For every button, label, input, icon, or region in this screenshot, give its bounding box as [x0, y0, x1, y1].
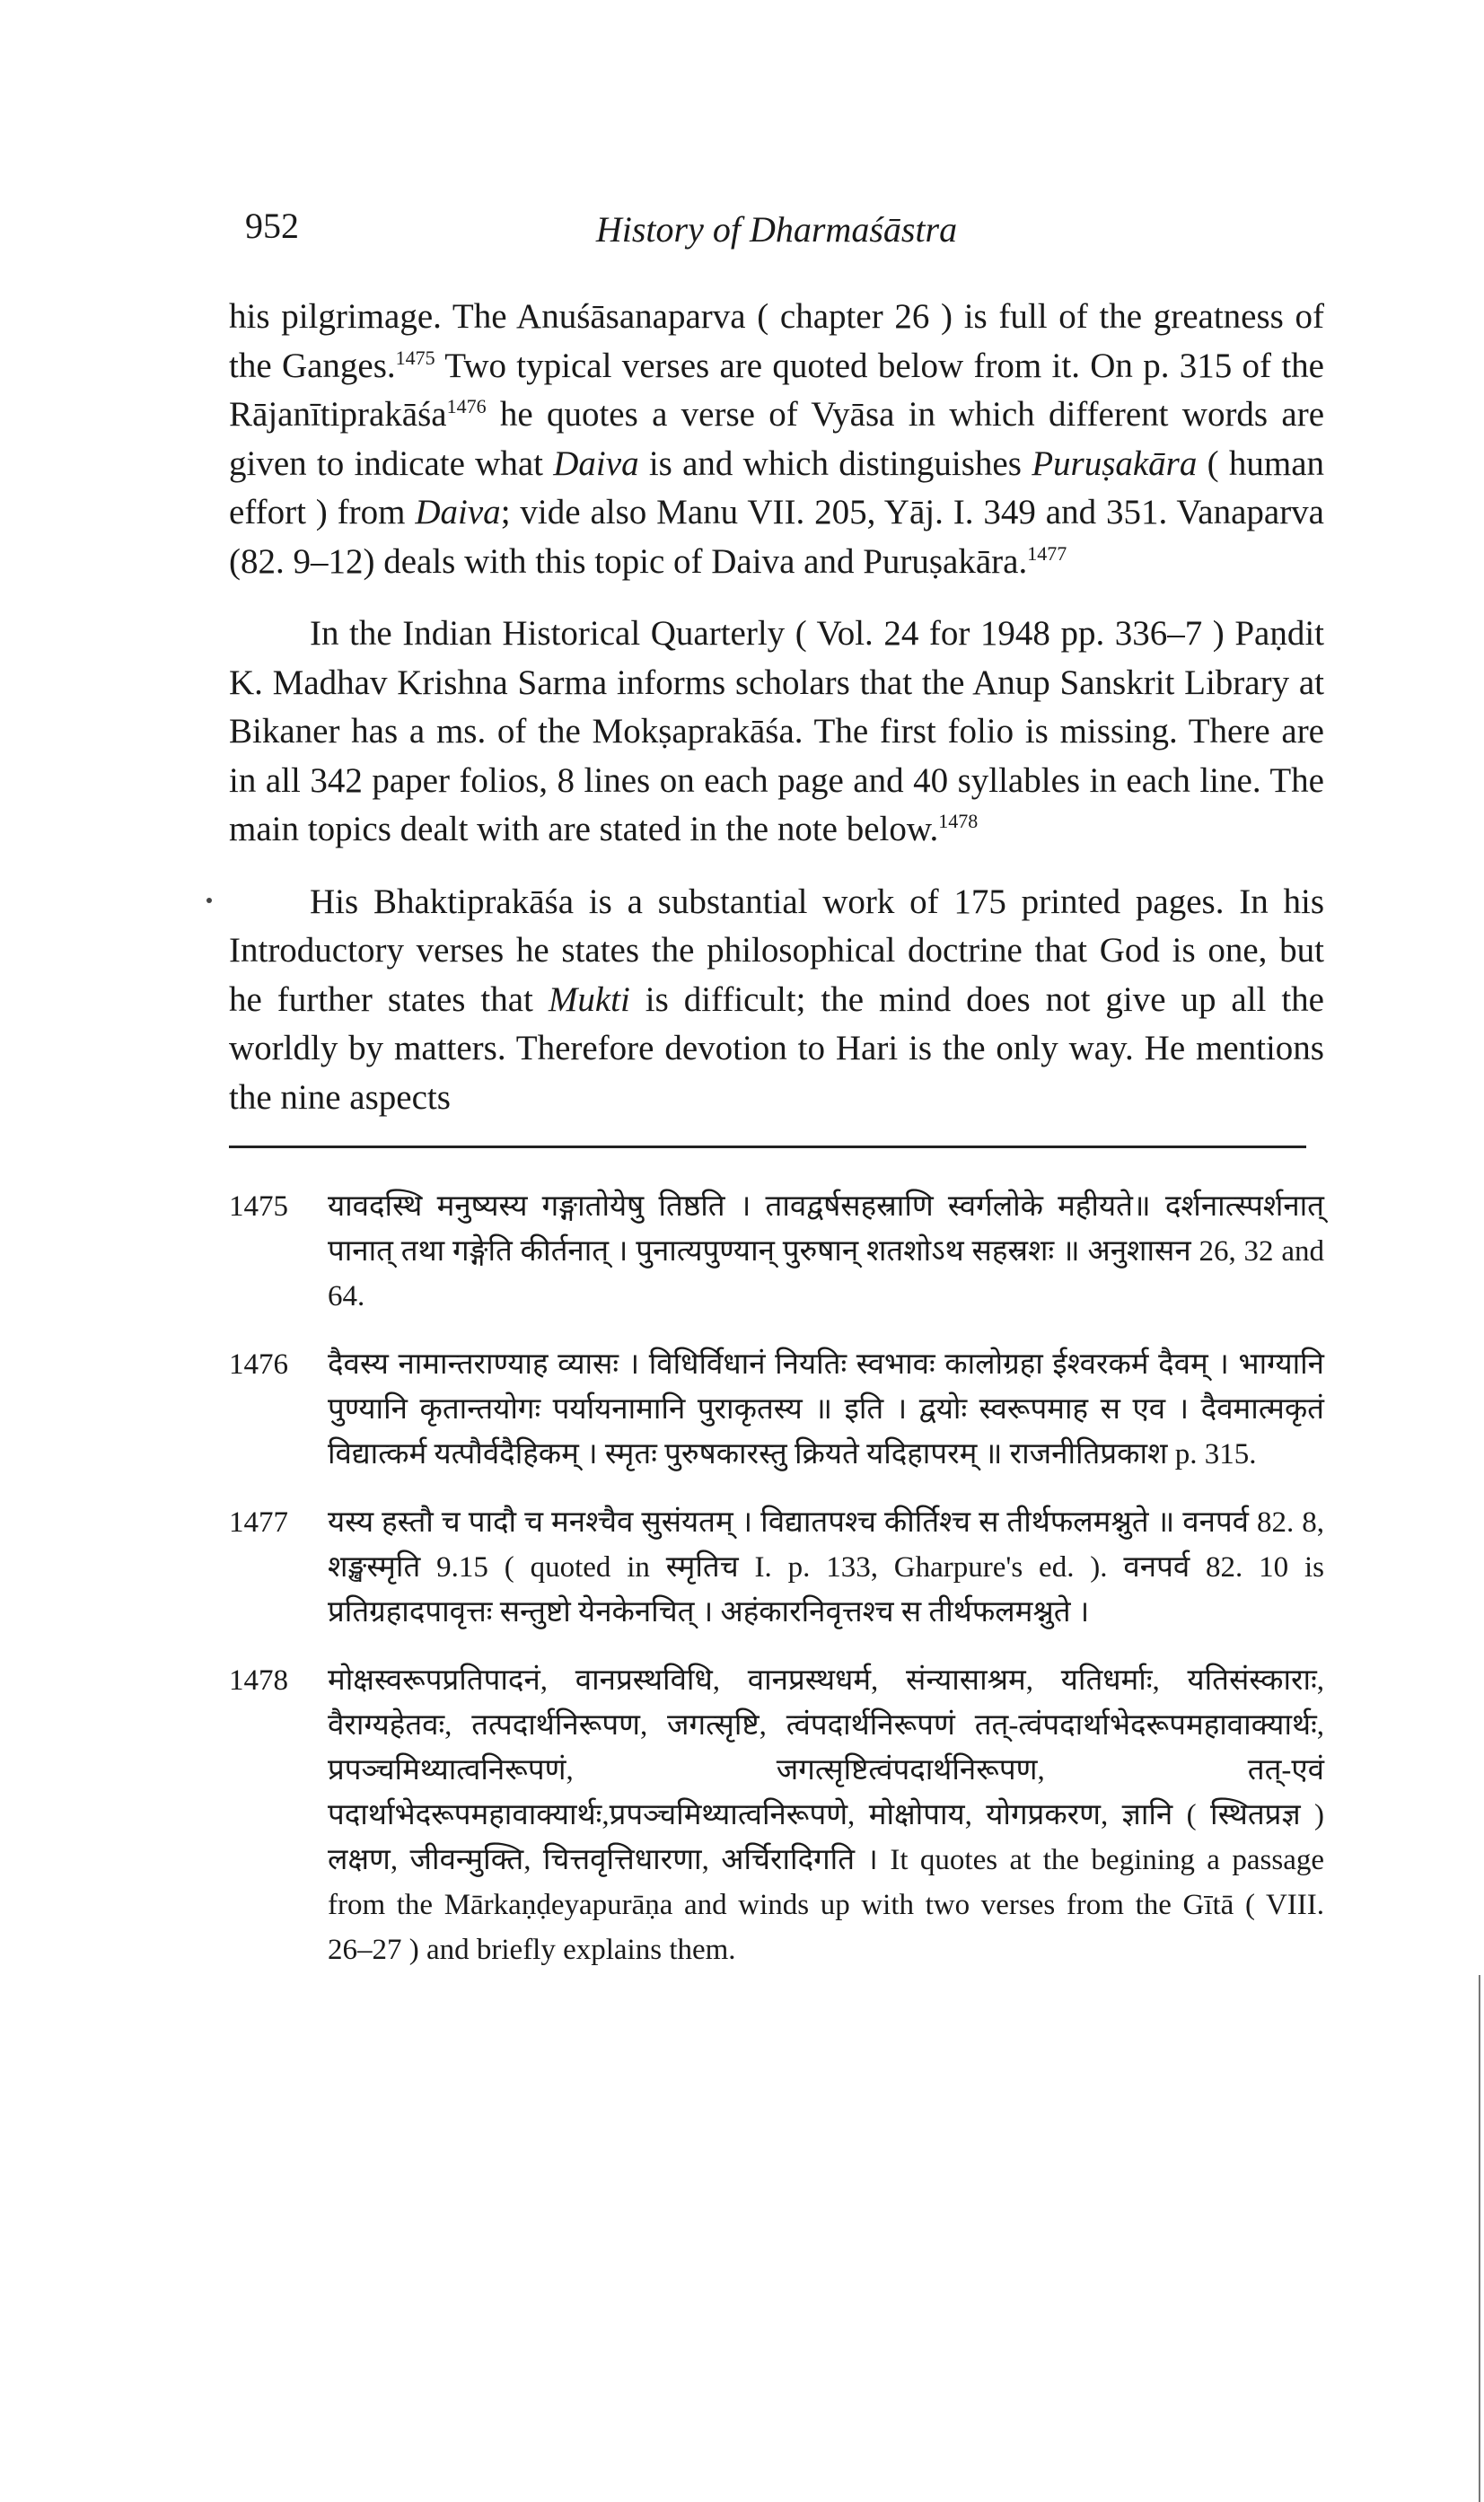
- footnote-ref: 1478: [938, 810, 979, 832]
- footnote-text: मोक्षस्वरूपप्रतिपादनं, वानप्रस्थविधि, वानप्रस्थधर्म, संन्यासाश्रम, यतिधर्माः, यतिसंस्काराः, वैराग्यहेतवः, तत्पदार्थनिरूपण, जगत्सृष्टि, त्वंपदार्थनिरूपणं तत्-त्वंपदार्थाभेदरूपमहावाक्यार्थः, प्रपञ्चमिथ्यात्वनिरूपणं, जगत्सृष्टित्वंपदार्थनिरूपण, तत्-एवं पदार्थाभेदरूपमहावाक्यार्थः,प्रपञ्चमिथ्यात्वनिरूपणे, मोक्षोपाय, योगप्रकरण, ज्ञानि ( स्थितप्रज्ञ ) लक्षण, जीवन्मुक्ति, चित्तवृत्तिधारणा, अर्चिरादिगति । It quotes at the begining a passage from the Mārkaṇḍeyapurāṇa and winds up with two verses from the Gītā ( VIII. 26–27 ) and briefly explains them.: [328, 1664, 1324, 1966]
- running-title: History of Dharmaśāstra: [595, 209, 958, 250]
- footnote: [229, 1658, 1324, 1972]
- text-run: he quotes a verse of Vyāsa in which different words are given to indicate what: [229, 395, 1324, 483]
- footnote-text: दैवस्य नामान्तराण्याह व्यासः । विधिर्विधानं नियतिः स्वभावः कालोग्रहा ईश्वरकर्म दैवम् । भाग्यानि पुण्यानि कृतान्तयोगः पर्यायनामानि पुराकृतस्य ॥ इति । द्वयोः स्वरूपमाह स एव । दैवमात्मकृतं विद्यात्कर्म यत्पौर्वदैहिकम् । स्मृतः पुरुषकारस्तु क्रियते यदिहापरम् ॥ राजनीतिप्रकाश p. 315.: [328, 1348, 1324, 1470]
- footnote: [229, 1184, 1324, 1319]
- footnote-divider: [229, 1146, 1306, 1148]
- footnote: [229, 1342, 1324, 1477]
- footnote-ref: 1475: [395, 346, 435, 369]
- page-header: [229, 205, 1324, 259]
- footnote-text: यावदस्थि मनुष्यस्य गङ्गातोयेषु तिष्ठति । तावद्वर्षसहस्राणि स्वर्गलोके महीयते॥ दर्शनात्स्पर्शनात् पानात् तथा गङ्गेति कीर्तनात् । पुनात्यपुण्यान् पुरुषान् शतशोऽथ सहस्रशः ॥ अनुशासन 26, 32 and 64.: [328, 1190, 1324, 1312]
- footnote: [229, 1500, 1324, 1635]
- footnote-text: यस्य हस्तौ च पादौ च मनश्चैव सुसंयतम् । विद्यातपश्च कीर्तिश्च स तीर्थफलमश्नुते ॥ वनपर्व 82. 8, शङ्खस्मृति 9.15 ( quoted in स्मृतिच I. p. 133, Gharpure's ed. ). वनपर्व 82. 10 is प्रतिग्रहादपावृत्तः सन्तुष्टो येनकेनचित् । अहंकारनिवृत्तश्च स तीर्थफलमश्नुते ।: [328, 1506, 1324, 1628]
- footnote-number: 1475: [229, 1190, 288, 1223]
- paragraph: [229, 878, 1324, 1123]
- text-run: His Bhaktiprakāśa is a substantial work of 175 printed pages. In his Introductory verses he states the philosophical doctrine that God is one, but he further states that: [229, 882, 1324, 1019]
- footnote-number: 1478: [229, 1664, 288, 1697]
- text-run: Two typical verses are quoted below from it. On p. 315 of the Rājanītiprakāśa: [229, 346, 1324, 434]
- text-run: his pilgrimage. The Anuśāsanaparva ( chapter 26 ) is full of the greatness of the Ganges.: [229, 297, 1324, 385]
- footnote-ref: 1476: [446, 395, 487, 417]
- paragraph: [229, 610, 1324, 855]
- text-run: ; vide also Manu VII. 205, Yāj. I. 349 and 351. Vanaparva (82. 9–12) deals with this topic of Daiva and Puruṣakāra.: [229, 493, 1324, 581]
- margin-dot: [206, 898, 212, 903]
- footnote-ref: 1477: [1027, 541, 1067, 565]
- main-text: [229, 293, 1324, 1122]
- italic-term: Mukti: [548, 979, 630, 1019]
- text-run: ( human effort ) from: [229, 443, 1325, 531]
- italic-term: Puruṣakāra: [1032, 443, 1198, 483]
- italic-term: Daiva: [553, 443, 639, 483]
- footnote-number: 1477: [229, 1506, 288, 1539]
- paragraph: [229, 293, 1324, 586]
- footnotes: [229, 1184, 1324, 1972]
- footnote-number: 1476: [229, 1348, 288, 1381]
- text-run: In the Indian Historical Quarterly ( Vol. 24 for 1948 pp. 336–7 ) Paṇdit K. Madhav Krishna Sarma informs scholars that the Anup Sanskrit Library at Bikaner has a ms. of the Mokṣaprakāśa. The first folio is missing. There are in all 342 paper folios, 8 lines on each page and 40 syllables in each line. The main topics dealt with are stated in the note below.: [229, 614, 1324, 848]
- scan-edge-line: [1479, 1975, 1480, 2502]
- page-number: 952: [245, 206, 299, 246]
- italic-term: Daiva: [415, 493, 501, 531]
- text-run: is and which distinguishes: [638, 443, 1032, 483]
- text-run: is difficult; the mind does not give up all the worldly by matters. Therefore devotion to Hari is the only way. He mentions the nine aspects: [229, 979, 1324, 1117]
- book-page: [229, 205, 1324, 1996]
